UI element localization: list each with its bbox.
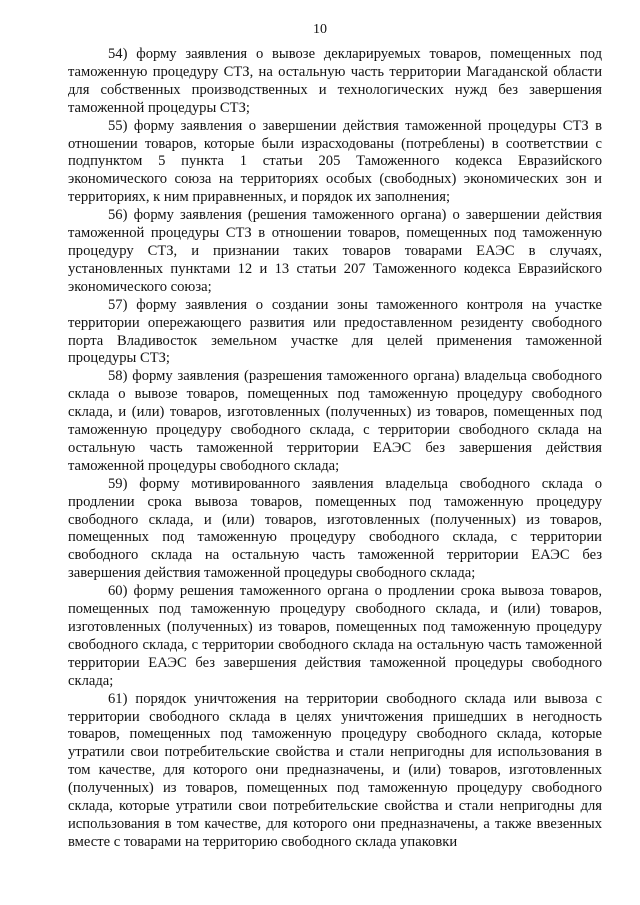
page-number: 10: [313, 22, 327, 37]
list-item-60: 60) форму решения таможенного органа о продлении срока вывоза товаров, помещенных под таможенную процедуру свободного склада, и (или) товаров, изготовленных (полученных) из товаров, помещенных под таможенную процедуру свободного склада, с территории свободного склада на остальную часть таможенной территории ЕАЭС без завершения действия таможенной процедуры свободного склада;: [68, 583, 602, 689]
list-item-59: 59) форму мотивированного заявления владельца свободного склада о продлении срока вывоза товаров, помещенных под таможенную процедуру свободного склада, и (или) товаров, изготовленных (полученных) из товаров, помещенных под таможенную процедуру свободного склада, с территории свободного склада на остальную часть таможенной территории ЕАЭС без завершения действия таможенной процедуры свободного склада;: [68, 475, 602, 582]
list-item-55: 55) форму заявления о завершении действия таможенной процедуры СТЗ в отношении товаров, которые были израсходованы (потреблены) в соответствии с подпунктом 5 пункта 1 статьи 205 Таможенного кодекса Евразийского экономического союза на территориях особых (свободных) экономических зон и территориях, к ним приравненных, и порядок их заполнения;: [68, 117, 602, 206]
list-item-56: 56) форму заявления (решения таможенного органа) о завершении действия таможенной процедуры СТЗ в отношении товаров, помещенных под таможенную процедуру СТЗ, и признании таких товаров товарами ЕАЭС в случаях, установленных пунктами 12 и 13 статьи 207 Таможенного кодекса Евразийского экономического союза;: [68, 207, 602, 295]
list-item-57: 57) форму заявления о создании зоны таможенного контроля на участке территории опережающего развития или предоставленном резиденту свободного порта Владивосток земельном участке для целей применения таможенной процедуры СТЗ;: [68, 296, 602, 367]
list-item-54: 54) форму заявления о вывозе декларируемых товаров, помещенных под таможенную процедуру СТЗ, на остальную часть территории Магаданской области для собственных производственных и технологических нужд без завершения таможенной процедуры СТЗ;: [68, 46, 602, 116]
list-item-61: 61) порядок уничтожения на территории свободного склада или вывоза с территории свободного склада в целях уничтожения пришедших в негодность товаров, помещенных под таможенную процедуру свободного склада, которые утратили свои потребительские свойства и стали непригодны для использования в том качестве, для которого они предназначены, и (или) товаров, изготовленных (полученных) из товаров, помещенных под таможенную процедуру свободного склада, которые утратили свои потребительские свойства и стали непригодны для использования в том качестве, для которого они предназначены, а также ввезенных вместе с товарами на территорию свободного склада упаковки: [68, 690, 602, 850]
document-body: [68, 46, 602, 852]
list-item-58: 58) форму заявления (разрешения таможенного органа) владельца свободного склада о вывозе товаров, помещенных под таможенную процедуру свободного склада, и (или) товаров, изготовленных (полученных) из товаров, помещенных под таможенную процедуру свободного склада, с территории свободного склада на остальную часть таможенной территории ЕАЭС без завершения действия таможенной процедуры свободного склада;: [68, 368, 602, 474]
